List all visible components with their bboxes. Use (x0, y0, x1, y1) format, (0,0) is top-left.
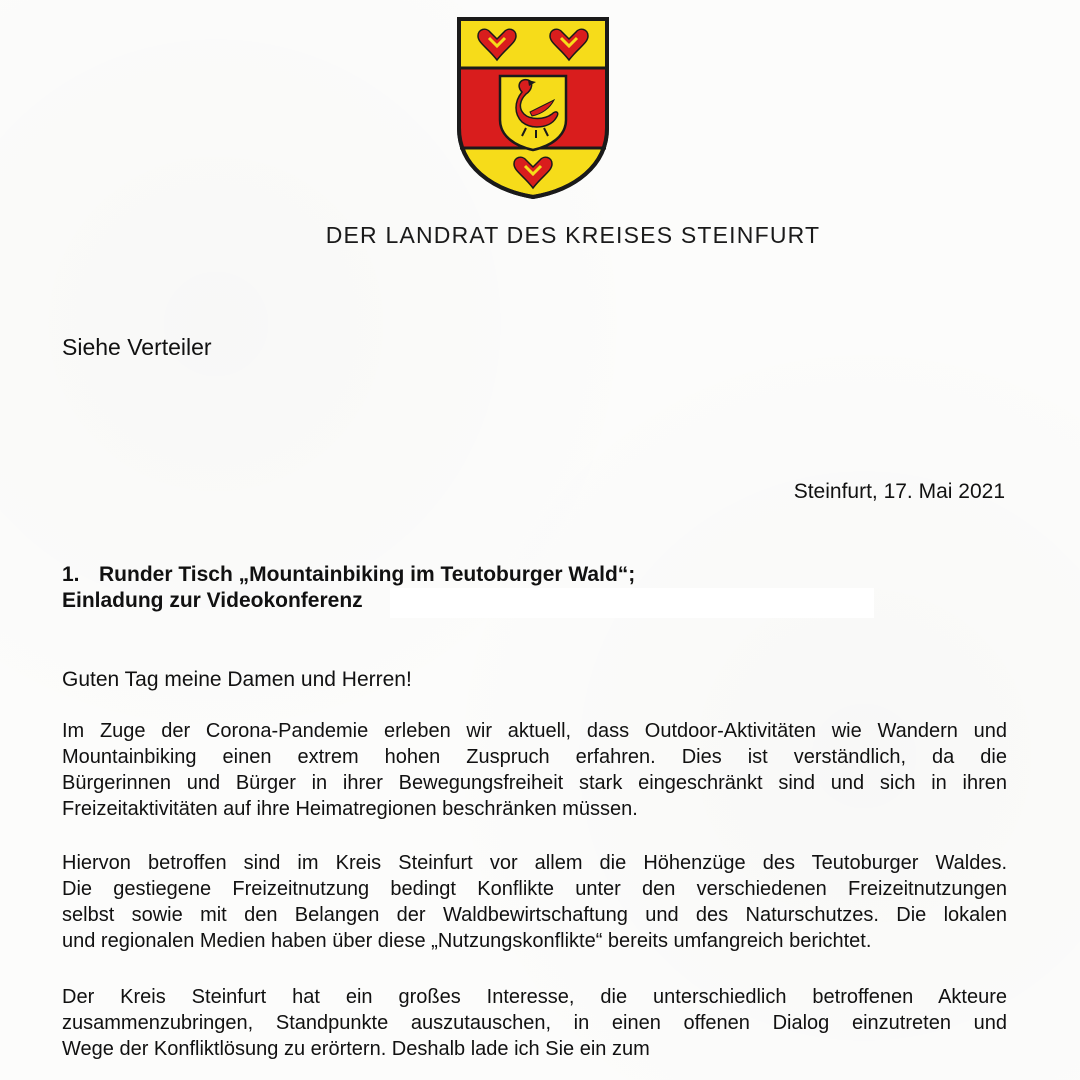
recipient-line: Siehe Verteiler (62, 334, 212, 360)
paragraph-line: Der Kreis Steinfurt hat ein großes Interesse, die unterschiedlich betroffenen Akteure (62, 986, 1007, 1008)
place-and-date: Steinfurt, 17. Mai 2021 (793, 480, 1005, 503)
subject-number: 1. (62, 563, 80, 586)
paragraph-line: und regionalen Medien haben über diese „Nutzungskonflikte“ bereits umfangreich berichtet. (62, 930, 872, 952)
body-paragraph (62, 718, 1007, 822)
redaction-block (390, 588, 874, 618)
paragraph-line: Im Zuge der Corona-Pandemie erleben wir aktuell, dass Outdoor-Aktivitäten wie Wandern und (62, 720, 1007, 742)
paragraph-line: Wege der Konfliktlösung zu erörtern. Deshalb lade ich Sie ein zum (62, 1038, 650, 1060)
coat-of-arms-logo (456, 16, 610, 200)
subject-title: Runder Tisch „Mountainbiking im Teutoburger Wald“; (99, 563, 636, 586)
paragraph-line: Mountainbiking einen extrem hohen Zuspruch erfahren. Dies ist verständlich, da die (62, 746, 1007, 768)
paragraph-line: Die gestiegene Freizeitnutzung bedingt Konflikte unter den verschiedenen Freizeitnutzungen (62, 878, 1007, 900)
paragraph-line: selbst sowie mit den Belangen der Waldbewirtschaftung und des Naturschutzes. Die lokalen (62, 904, 1007, 926)
paragraph-line: Hiervon betroffen sind im Kreis Steinfurt vor allem die Höhenzüge des Teutoburger Waldes. (62, 852, 1007, 874)
subject-line-1 (62, 562, 635, 588)
issuing-authority: DER LANDRAT DES KREISES STEINFURT (325, 222, 821, 248)
body-paragraph (62, 984, 1007, 1062)
subject-line-2: Einladung zur Videokonferenz (62, 589, 363, 612)
body-paragraph (62, 850, 1007, 954)
paragraph-line: Freizeitaktivitäten auf ihre Heimatregionen beschränken müssen. (62, 798, 638, 820)
salutation: Guten Tag meine Damen und Herren! (62, 668, 412, 691)
paragraph-line: Bürgerinnen und Bürger in ihrer Bewegungsfreiheit stark eingeschränkt sind und sich in ihren (62, 772, 1007, 794)
paragraph-line: zusammenzubringen, Standpunkte auszutauschen, in einen offenen Dialog einzutreten und (62, 1012, 1007, 1034)
